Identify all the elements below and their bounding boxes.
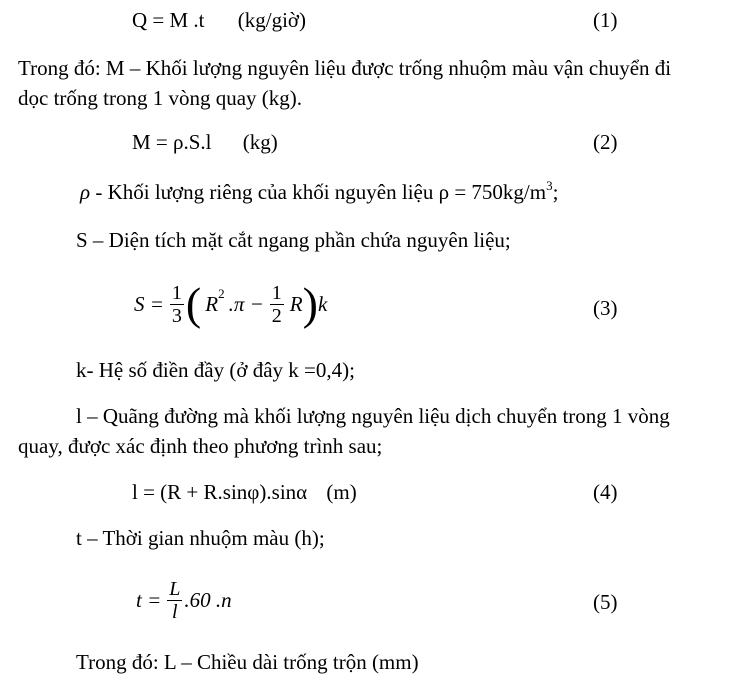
paragraph-line: dọc trống trong 1 vòng quay (kg). — [18, 86, 303, 110]
eq5-lhs: t = — [136, 587, 162, 612]
rho-end: ; — [552, 180, 559, 204]
s-definition: S – Diện tích mặt cắt ngang phần chứa nguyên liệu; — [76, 228, 511, 252]
eq3-f1-num: 1 — [171, 281, 182, 304]
k-definition: k- Hệ số điền đầy (ở đây k =0,4); — [76, 358, 355, 382]
rho-text: - Khối lượng riêng của khối nguyên liệu ρ = 750kg/m — [90, 180, 547, 204]
paragraph-line: Trong đó: M – Khối lượng nguyên liệu được trống nhuộm màu vận chuyển đi — [18, 56, 672, 80]
eq5-f-num: L — [169, 577, 181, 600]
eq3-f2-den: 2 — [271, 304, 282, 327]
eq2-number: (2) — [593, 130, 618, 154]
paragraph-line: l – Quãng đường mà khối lượng nguyên liệu dịch chuyển trong 1 vòng — [76, 404, 670, 428]
eq5-rest: .60 .n — [184, 587, 232, 612]
eq2-formula: M = ρ.S.l — [132, 130, 212, 154]
eq3-f2-num: 1 — [271, 281, 282, 304]
eq3-r-sup: 2 — [218, 286, 225, 301]
eq3-number: (3) — [593, 296, 618, 320]
t-definition: t – Thời gian nhuộm màu (h); — [76, 526, 325, 550]
equation-3 — [134, 276, 327, 332]
equation-5 — [136, 572, 232, 628]
rho-definition — [80, 180, 558, 207]
equation-1 — [132, 8, 306, 32]
equation-4 — [132, 480, 357, 504]
rho-sup: 3 — [546, 178, 553, 193]
eq1-number: (1) — [593, 8, 618, 32]
eq5-number: (5) — [593, 590, 618, 614]
eq3-pi: .π − — [228, 291, 264, 316]
eq3-r: R — [205, 291, 219, 316]
l-length-definition: Trong đó: L – Chiều dài trống trộn (mm) — [76, 650, 419, 674]
eq1-unit: (kg/giờ) — [237, 8, 307, 32]
equation-2 — [132, 130, 278, 154]
eq3-lhs: S = — [134, 291, 164, 316]
rho-symbol: ρ — [80, 180, 91, 204]
eq5-fraction — [167, 578, 182, 623]
eq3-fraction-2 — [270, 282, 284, 327]
eq3-open-paren: ( — [185, 278, 202, 329]
eq1-formula: Q = M .t — [132, 8, 205, 32]
eq3-fraction-1 — [170, 282, 184, 327]
eq4-formula: l = (R + R.sinφ).sinα — [132, 480, 308, 504]
eq3-f1-den: 3 — [171, 304, 182, 327]
paragraph-line: quay, được xác định theo phương trình sau; — [18, 434, 383, 458]
eq5-f-den: l — [172, 600, 178, 623]
eq3-close-paren: ) — [302, 278, 318, 329]
eq4-number: (4) — [593, 480, 618, 504]
eq4-unit: (m) — [326, 480, 357, 504]
eq3-r2: R — [289, 291, 303, 316]
eq2-unit: (kg) — [242, 130, 278, 154]
eq3-k: k — [317, 291, 328, 316]
